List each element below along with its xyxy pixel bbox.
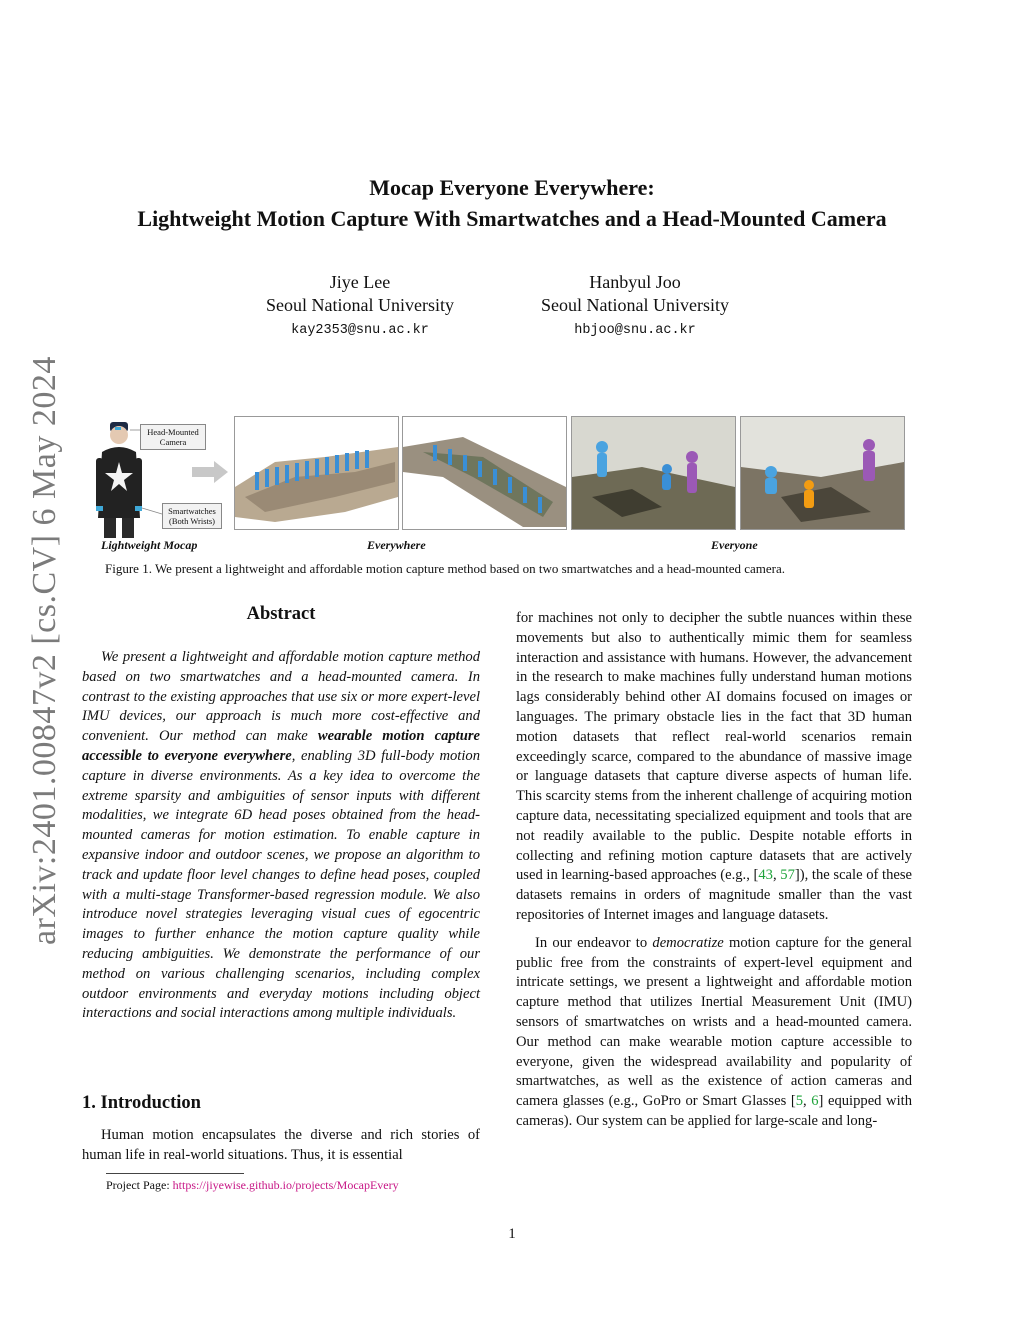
introduction-body-left — [82, 1126, 480, 1166]
abstract-heading: Abstract — [246, 604, 316, 624]
intro-text: , — [772, 867, 781, 884]
page-number: 1 — [508, 1226, 516, 1242]
callout-text: Smartwatches — [168, 506, 216, 516]
head-mounted-camera-callout — [140, 424, 206, 450]
everywhere-scene-panel-1 — [234, 416, 399, 530]
citation-link[interactable]: 6 — [811, 1093, 819, 1110]
author-email: hbjoo@snu.ac.kr — [574, 323, 696, 338]
intro-text: , — [803, 1093, 812, 1110]
citation-link[interactable]: 5 — [795, 1093, 803, 1110]
callout-text: (Both Wrists) — [168, 516, 215, 526]
intro-emphasis: democratize — [652, 934, 724, 951]
intro-text: for machines not only to decipher the subtle nuances within these movements but also to authentically mimic them for seamless interaction and assistance with humans. However, the advancement in the research to make machines fully understand human motions lags considerably behind other AI domains focused on images or languages. The primary obstacle lies in the fact that 3D human motion datasets that reflect real-world scenarios remain exceedingly scarce, compared to the abundance of massive image or language datasets that capture diverse aspects of human life. This scarcity stems from the inherent challenge of acquiring motion capture data, necessitating specialized equipment and tools that are not readily available to the public. Despite notable efforts in collecting and refining motion capture datasets that are actively used in learning-based approaches (e.g., [ — [516, 610, 912, 884]
footnote-rule — [106, 1173, 244, 1174]
figure-caption: Figure 1. We present a lightweight and affordable motion capture method based on two smartwatches and a head-mounted camera. — [105, 561, 786, 576]
arxiv-identifier: arXiv:2401.00847v2 [cs.CV] 6 May 2024 — [26, 356, 63, 945]
abstract-text: We present a lightweight and affordable motion capture method based on two smartwatches and a head-mounted camera. In contrast to the existing approaches that use six or more expert-level IMU devices, our approach is much more cost-effective and convenient. Our method can make — [82, 649, 480, 745]
introduction-body-right — [516, 609, 912, 1132]
abstract-emphasis: wearable motion capture accessible to everyone everywhere — [82, 728, 481, 764]
abstract-body — [82, 648, 480, 1024]
author-affiliation: Seoul National University — [541, 295, 729, 315]
author-affiliation: Seoul National University — [266, 295, 454, 315]
intro-paragraph — [516, 934, 912, 1132]
everywhere-scene-panel-2 — [402, 416, 567, 530]
callout-text: Head-Mounted — [147, 427, 199, 437]
intro-paragraph: Human motion encapsulates the diverse and rich stories of human life in real-world situations. Thus, it is essential — [82, 1127, 480, 1163]
callout-text: Camera — [159, 437, 187, 447]
everyone-scene-panel-2 — [740, 416, 905, 530]
footnote-prefix: Project Page: — [106, 1178, 173, 1192]
project-page-link[interactable]: https://jiyewise.github.io/projects/MocapEvery — [172, 1178, 399, 1192]
author-email: kay2353@snu.ac.kr — [291, 323, 429, 338]
arrow-right-icon — [192, 461, 228, 488]
intro-paragraph — [516, 609, 912, 926]
citation-link[interactable]: 57 — [780, 867, 795, 884]
intro-text: ] equipped with cameras). Our system can be applied for large-scale and long- — [516, 1093, 912, 1129]
author-name: Jiye Lee — [329, 272, 391, 292]
figure-label-everywhere: Everywhere — [367, 538, 426, 552]
everyone-scene-panel-1 — [571, 416, 736, 530]
author-block-1 — [240, 271, 480, 342]
intro-text: In our endeavor to — [535, 934, 653, 951]
smartwatches-callout — [162, 503, 222, 529]
author-block-2 — [515, 271, 755, 342]
introduction-heading: 1. Introduction — [82, 1093, 201, 1113]
citation-link[interactable]: 43 — [758, 867, 773, 884]
figure-label-everyone: Everyone — [711, 538, 758, 552]
abstract-text: , enabling 3D full-body motion capture in diverse environments. As a key idea to overcome the extreme sparsity and ambiguities of sensor inputs with different modalities, we integrate 6D head poses obtained from the head-mounted cameras for motion estimation. To enable capture in expansive indoor and outdoor scenes, we propose an algorithm to track and update floor level changes to define head poses, coupled with a multi-stage Transformer-based regression module. We also introduce novel strategies leveraging visual cues of egocentric images to further enhance the motion capture quality while reducing ambiguities. We demonstrate the performance of our method on various challenging scenarios, including complex outdoor environments and everyday motions including object interactions and social interactions among multiple individuals. — [82, 747, 480, 1022]
paper-title-line1: Mocap Everyone Everywhere: — [369, 175, 655, 200]
figure-label-lightweight-mocap: Lightweight Mocap — [101, 538, 198, 552]
footnote — [106, 1178, 399, 1193]
paper-title-line2: Lightweight Motion Capture With Smartwatches and a Head-Mounted Camera — [137, 206, 887, 231]
intro-text: ]), the scale of these datasets remains in orders of magnitude smaller than the vast repositories of Internet images and language datasets. — [516, 867, 913, 923]
intro-text: motion capture for the general public free from the constraints of expert-level equipment and intricate settings, we present a lightweight and affordable motion capture method that utilizes Inertial Measurement Unit (IMU) sensors of smartwatches on wrists and a head-mounted camera. Our method can make wearable motion capture accessible to everyone, given the widespread availability and popularity of smartwatches, as well as the existence of action cameras and camera glasses (e.g., GoPro or Smart Glasses [ — [516, 934, 912, 1110]
author-name: Hanbyul Joo — [589, 272, 681, 292]
